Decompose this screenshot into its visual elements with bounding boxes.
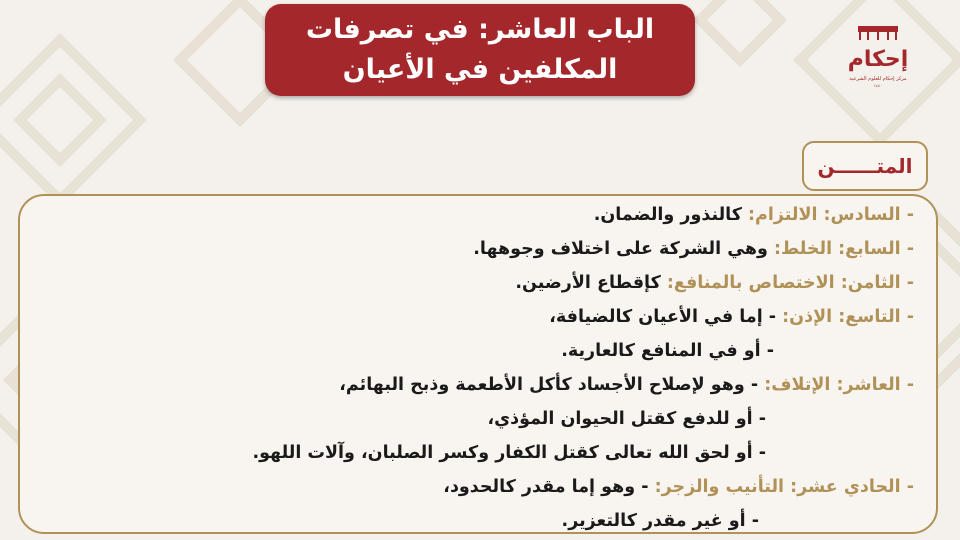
- row-text: - وهو لإصلاح الأجساد كأكل الأطعمة وذبح البهائم،: [339, 375, 759, 395]
- section-label: [802, 141, 928, 191]
- content-row: [34, 368, 914, 402]
- section-label-text: المتــــــن: [817, 154, 913, 178]
- content-row: [34, 266, 914, 300]
- content-row: [34, 402, 914, 436]
- row-label: - التاسع: الإذن:: [782, 307, 914, 327]
- row-text: - أو غير مقدر كالتعزير.: [561, 511, 759, 531]
- content-lines: [34, 198, 914, 538]
- content-row: [34, 300, 914, 334]
- content-row: [34, 470, 914, 504]
- row-label: - الثامن: الاختصاص بالمنافع:: [666, 273, 914, 293]
- row-text: - إما في الأعيان كالضيافة،: [549, 307, 777, 327]
- logo-name: إحكام: [847, 47, 909, 72]
- logo-year: ١٤٤٠: [873, 83, 883, 88]
- row-label: - العاشر: الإتلاف:: [764, 375, 914, 395]
- content-row: [34, 334, 914, 368]
- logo-emblem-icon: [846, 24, 910, 72]
- row-label: - الحادي عشر: التأنيب والزجر:: [654, 477, 914, 497]
- page-title-line-1: الباب العاشر: في تصرفات: [305, 14, 655, 45]
- content-row: [34, 198, 914, 232]
- logo-wordmark: [848, 47, 909, 72]
- row-text: - وهو إما مقدر كالحدود،: [443, 477, 649, 497]
- logo-tagline: مركز إحكام للعلوم الشرعية: [849, 76, 907, 82]
- page-title-box: [265, 4, 695, 96]
- content-row: [34, 504, 914, 538]
- content-row: [34, 436, 914, 470]
- content-row: [34, 232, 914, 266]
- row-text: - أو لحق الله تعالى كقتل الكفار وكسر الصلبان، وآلات اللهو.: [252, 443, 766, 463]
- row-text: كالنذور والضمان.: [593, 205, 742, 225]
- row-label: - السابع: الخلط:: [774, 239, 914, 259]
- logo: [846, 24, 910, 94]
- row-text: - أو في المنافع كالعارية.: [561, 341, 774, 361]
- row-label: - السادس: الالتزام:: [748, 205, 914, 225]
- row-text: كإقطاع الأرضين.: [515, 273, 661, 293]
- row-text: وهي الشركة على اختلاف وجوهها.: [473, 239, 768, 259]
- page-title-line-2: المكلفين في الأعيان: [342, 54, 618, 85]
- row-text: - أو للدفع كقتل الحيوان المؤذي،: [487, 409, 766, 429]
